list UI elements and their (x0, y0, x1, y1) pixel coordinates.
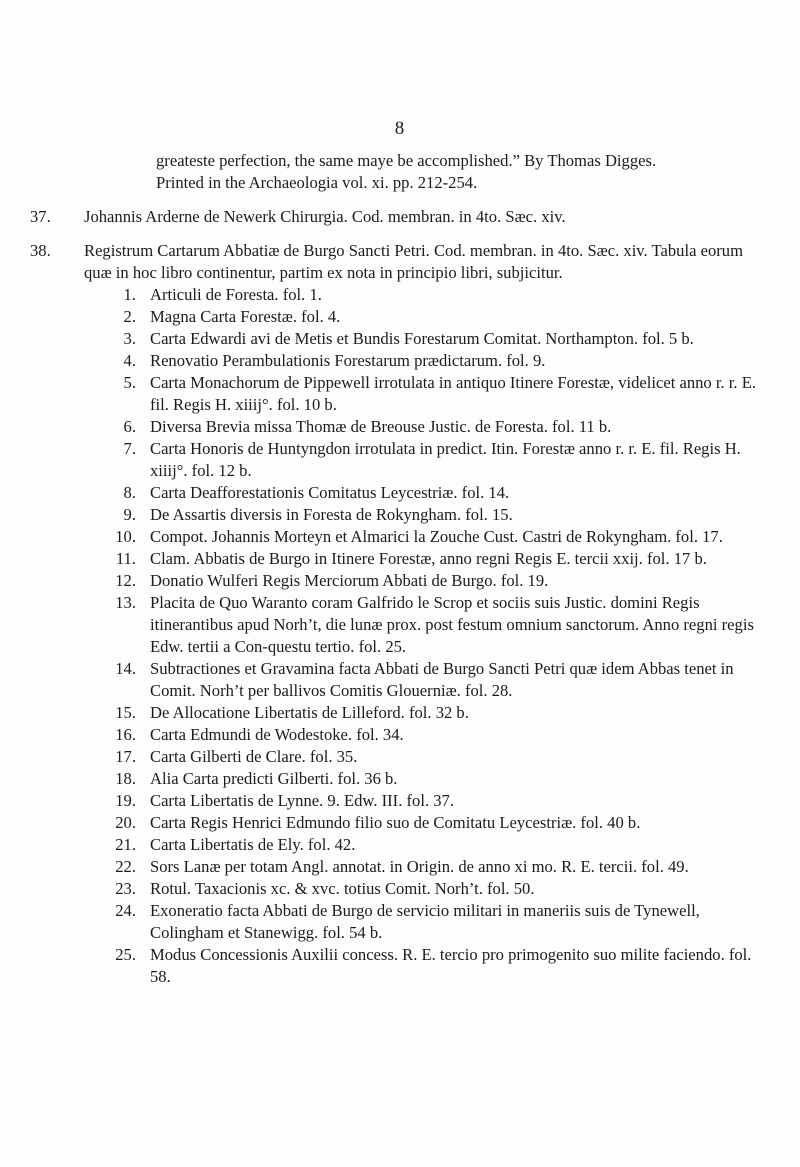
item-text: Renovatio Perambulationis Forestarum prædictarum. fol. 9. (150, 351, 546, 370)
list-item (30, 790, 770, 812)
list-item (30, 306, 770, 328)
item-text: Diversa Brevia missa Thomæ de Breouse Justic. de Foresta. fol. 11 b. (150, 417, 612, 436)
item-number: 22. (115, 857, 136, 876)
entry-number: 38. (30, 241, 51, 260)
item-number: 8. (123, 483, 136, 502)
list-item (30, 702, 770, 724)
item-text: De Assartis diversis in Foresta de Rokyngham. fol. 15. (150, 505, 513, 524)
list-item (30, 504, 770, 526)
list-item (30, 372, 770, 416)
item-number: 10. (115, 527, 136, 546)
page-number: 8 (394, 118, 406, 139)
item-text: Carta Monachorum de Pippewell irrotulata in antiquo Itinere Forestæ, videlicet anno r. r. E. fil. Regis H. xiiij°. fol. 10 b. (150, 373, 756, 414)
item-text: Clam. Abbatis de Burgo in Itinere Forestæ, anno regni Regis E. tercii xxij. fol. 17 b. (150, 549, 707, 568)
item-number: 24. (115, 901, 136, 920)
item-text: Magna Carta Forestæ. fol. 4. (150, 307, 341, 326)
item-number: 6. (123, 417, 136, 436)
item-number: 14. (115, 659, 136, 678)
item-number: 7. (123, 439, 136, 458)
list-item (30, 592, 770, 658)
entry-text: Johannis Arderne de Newerk Chirurgia. Cod. membran. in 4to. Sæc. xiv. (84, 207, 566, 226)
list-item (30, 548, 770, 570)
catalogue-entry (30, 206, 770, 228)
list-item (30, 570, 770, 592)
item-text: Carta Regis Henrici Edmundo filio suo de Comitatu Leycestriæ. fol. 40 b. (150, 813, 641, 832)
item-number: 25. (115, 945, 136, 964)
item-text: De Allocatione Libertatis de Lilleford. fol. 32 b. (150, 703, 469, 722)
list-item (30, 284, 770, 306)
item-number: 20. (115, 813, 136, 832)
item-text: Exoneratio facta Abbati de Burgo de servicio militari in maneriis suis de Tynewell, Colingham et Stanewigg. fol. 54 b. (150, 901, 700, 942)
entry-number: 37. (30, 207, 51, 226)
list-item (30, 834, 770, 856)
item-number: 12. (115, 571, 136, 590)
contents-list (30, 284, 770, 988)
item-text: Carta Deafforestationis Comitatus Leycestriæ. fol. 14. (150, 483, 510, 502)
item-number: 13. (115, 593, 136, 612)
item-number: 21. (115, 835, 136, 854)
item-number: 9. (123, 505, 136, 524)
list-item (30, 438, 770, 482)
item-number: 11. (115, 549, 136, 568)
item-text: Donatio Wulferi Regis Merciorum Abbati de Burgo. fol. 19. (150, 571, 549, 590)
item-number: 4. (123, 351, 136, 370)
list-item (30, 900, 770, 944)
page-content (30, 150, 770, 988)
item-text: Carta Edmundi de Wodestoke. fol. 34. (150, 725, 404, 744)
list-item (30, 878, 770, 900)
item-number: 3. (123, 329, 136, 348)
list-item (30, 746, 770, 768)
item-text: Carta Gilberti de Clare. fol. 35. (150, 747, 358, 766)
item-text: Rotul. Taxacionis xc. & xvc. totius Comit. Norh’t. fol. 50. (150, 879, 535, 898)
item-number: 2. (123, 307, 136, 326)
item-text: Placita de Quo Waranto coram Galfrido le Scrop et sociis suis Justic. domini Regis itinerantibus apud Norh’t, die lunæ prox. post festum omnium sanctorum. Anno regni regis Edw. tertii a Con-questu tertio. fol. 25. (150, 593, 754, 656)
item-text: Sors Lanæ per totam Angl. annotat. in Origin. de anno xi mo. R. E. tercii. fol. 49. (150, 857, 689, 876)
item-number: 5. (123, 373, 136, 392)
list-item (30, 856, 770, 878)
item-number: 17. (115, 747, 136, 766)
printed-in-note: Printed in the Archaeologia vol. xi. pp. 212-254. (156, 173, 478, 192)
list-item (30, 328, 770, 350)
item-text: Carta Libertatis de Lynne. 9. Edw. III. fol. 37. (150, 791, 454, 810)
item-text: Articuli de Foresta. fol. 1. (150, 285, 322, 304)
entry-text: Registrum Cartarum Abbatiæ de Burgo Sancti Petri. Cod. membran. in 4to. Sæc. xiv. Tabula eorum quæ in hoc libro continentur, partim ex nota in principio libri, subjicitur. (84, 241, 743, 282)
item-number: 15. (115, 703, 136, 722)
item-number: 18. (115, 769, 136, 788)
catalogue-entry (30, 240, 770, 284)
list-item (30, 416, 770, 438)
continuation-paragraph: greateste perfection, the same maye be accomplished.” By Thomas Digges. (156, 151, 657, 170)
item-number: 1. (123, 285, 136, 304)
list-item (30, 944, 770, 988)
item-number: 16. (115, 725, 136, 744)
list-item (30, 812, 770, 834)
list-item (30, 526, 770, 548)
list-item (30, 482, 770, 504)
list-item (30, 768, 770, 790)
item-text: Carta Edwardi avi de Metis et Bundis Forestarum Comitat. Northampton. fol. 5 b. (150, 329, 694, 348)
list-item (30, 658, 770, 702)
list-item (30, 350, 770, 372)
item-text: Modus Concessionis Auxilii concess. R. E. tercio pro primogenito suo milite faciendo. fol. 58. (150, 945, 752, 986)
item-text: Carta Libertatis de Ely. fol. 42. (150, 835, 356, 854)
item-number: 19. (115, 791, 136, 810)
item-text: Carta Honoris de Huntyngdon irrotulata in predict. Itin. Forestæ anno r. r. E. fil. Regis H. xiiij°. fol. 12 b. (150, 439, 741, 480)
item-text: Subtractiones et Gravamina facta Abbati de Burgo Sancti Petri quæ idem Abbas tenet in Comit. Norh’t per ballivos Comitis Glouerniæ. fol. 28. (150, 659, 734, 700)
item-text: Alia Carta predicti Gilberti. fol. 36 b. (150, 769, 398, 788)
list-item (30, 724, 770, 746)
item-text: Compot. Johannis Morteyn et Almarici la Zouche Cust. Castri de Rokyngham. fol. 17. (150, 527, 723, 546)
item-number: 23. (115, 879, 136, 898)
